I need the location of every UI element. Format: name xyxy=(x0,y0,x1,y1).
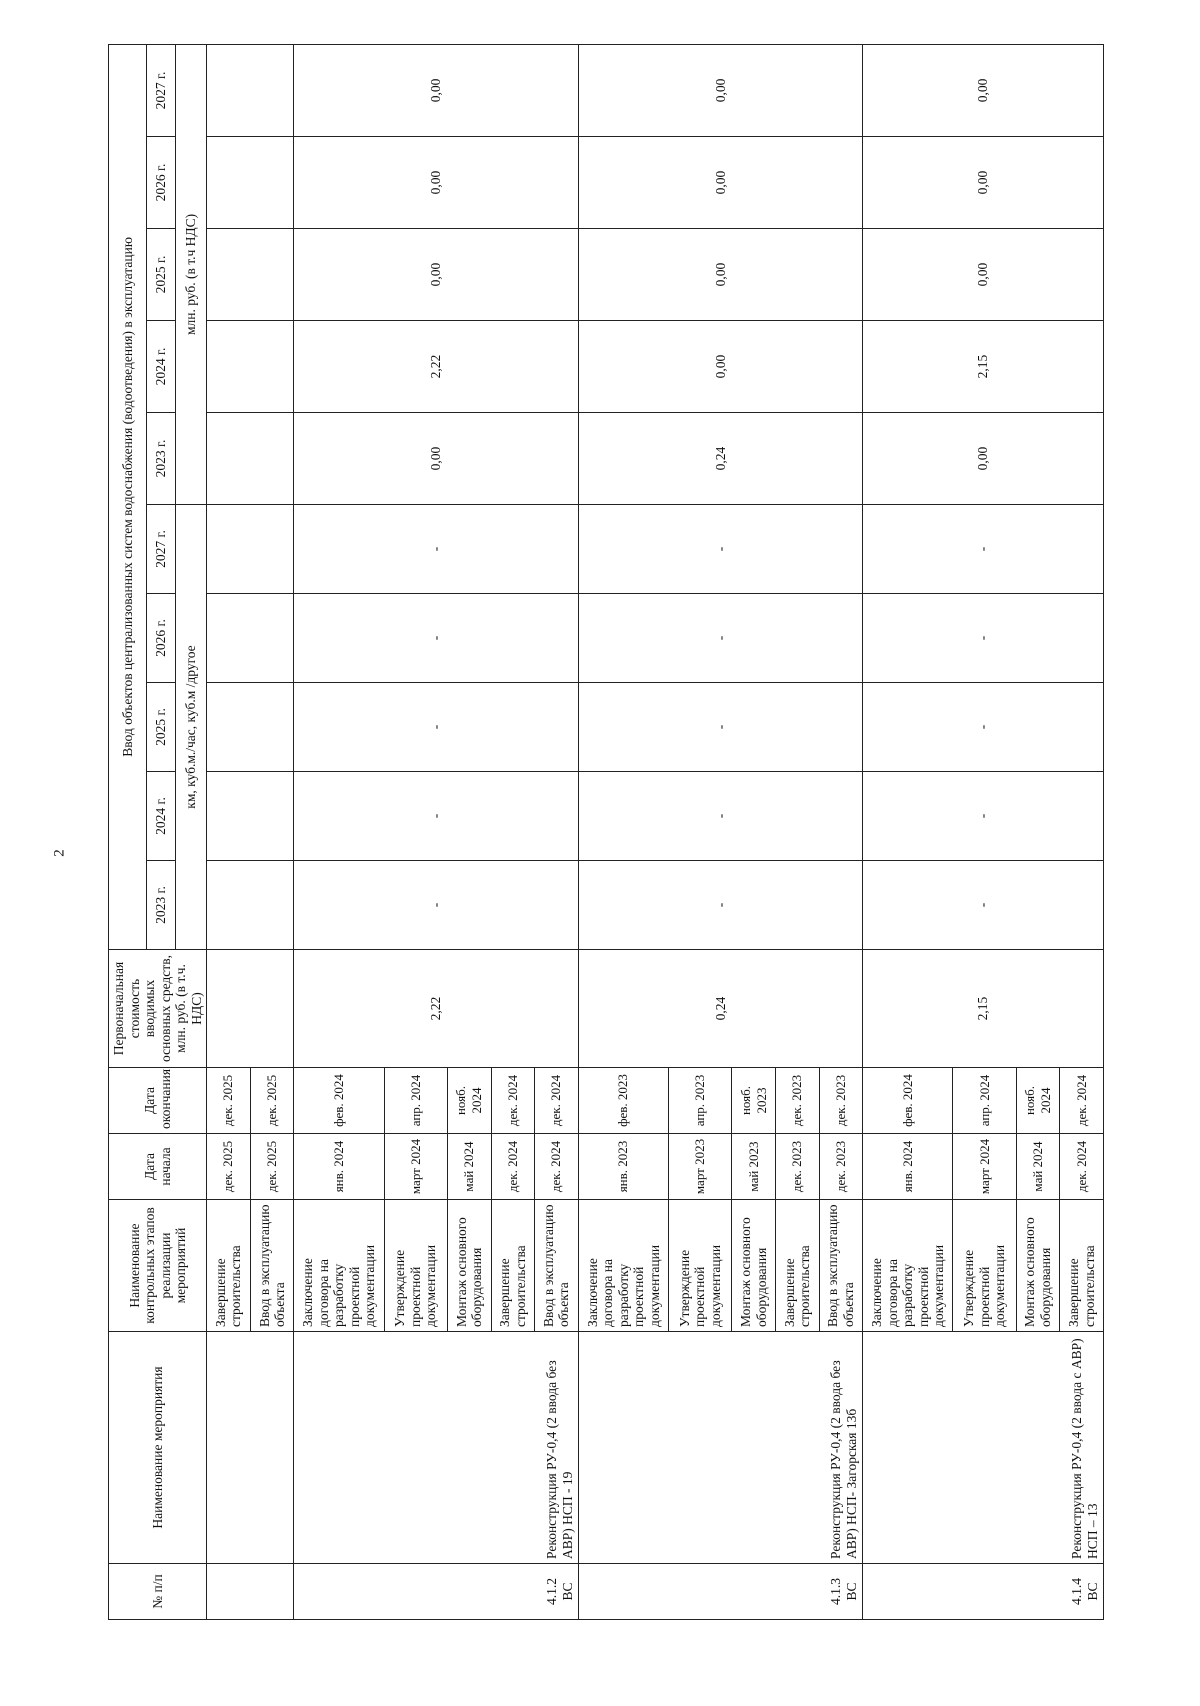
stage-end: нояб. 2023 xyxy=(732,1068,776,1134)
item-cost: 0,24 xyxy=(578,950,862,1068)
stage-name: Ввод в эксплуатацию объекта xyxy=(819,1200,863,1332)
stage-start: дек. 2025 xyxy=(207,1134,251,1200)
stage-start: май 2023 xyxy=(732,1134,776,1200)
stage-start: дек. 2024 xyxy=(491,1134,535,1200)
unit-capacity: км, куб.м./час, куб.м /другое xyxy=(175,505,206,950)
stage-name: Монтаж основного оборудования xyxy=(732,1200,776,1332)
table-row xyxy=(578,44,668,1619)
capacity-2026: - xyxy=(294,594,578,683)
table-row xyxy=(207,44,251,1619)
stage-name: Монтаж основного оборудования xyxy=(1016,1200,1060,1332)
year-money-2027: 2027 г. xyxy=(146,44,175,136)
stage-end: дек. 2025 xyxy=(250,1068,294,1134)
rotated-table-sheet xyxy=(108,58,1100,1620)
capacity-2025: - xyxy=(863,683,1104,772)
capacity-2024: - xyxy=(578,772,862,861)
carryover-cost xyxy=(207,950,294,1068)
money-2026: 0,00 xyxy=(294,137,578,229)
stage-end: дек. 2024 xyxy=(535,1068,579,1134)
capacity-2027: - xyxy=(863,505,1104,594)
item-name: Реконструкция РУ-0,4 (2 ввода без АВР) НСП- Загорская 13б xyxy=(578,1332,862,1564)
stage-name: Утверждение проектной документации xyxy=(668,1200,731,1332)
stage-name: Завершение строительства xyxy=(207,1200,251,1332)
capacity-2027: - xyxy=(294,505,578,594)
money-2023: 0,00 xyxy=(294,413,578,505)
stage-end: фев. 2023 xyxy=(578,1068,668,1134)
stage-start: дек. 2024 xyxy=(1060,1134,1104,1200)
stage-name: Утверждение проектной документации xyxy=(953,1200,1016,1332)
item-no: 4.1.4 ВС xyxy=(863,1564,1104,1620)
table-row xyxy=(294,44,384,1619)
money-2023: 0,00 xyxy=(863,413,1104,505)
money-2024: 2,22 xyxy=(294,321,578,413)
stage-name: Заключение договора на разработку проектной документации xyxy=(294,1200,384,1332)
money-2024: 2,15 xyxy=(863,321,1104,413)
year-capacity-2024: 2024 г. xyxy=(146,772,175,861)
stage-start: март 2024 xyxy=(953,1134,1016,1200)
stage-start: янв. 2024 xyxy=(294,1134,384,1200)
year-capacity-2026: 2026 г. xyxy=(146,594,175,683)
item-no: 4.1.3 ВС xyxy=(578,1564,862,1620)
header-end: Дата окончания xyxy=(109,1068,207,1134)
money-2027: 0,00 xyxy=(578,44,862,136)
stage-name: Завершение строительства xyxy=(491,1200,535,1332)
year-money-2024: 2024 г. xyxy=(146,321,175,413)
capacity-2025: - xyxy=(578,683,862,772)
stage-end: апр. 2024 xyxy=(953,1068,1016,1134)
capacity-2026: - xyxy=(578,594,862,683)
header-stages: Наименование контрольных этапов реализации мероприятий xyxy=(109,1200,207,1332)
item-cost: 2,15 xyxy=(863,950,1104,1068)
money-2027: 0,00 xyxy=(863,44,1104,136)
stage-name: Заключение договора на разработку проектной документации xyxy=(578,1200,668,1332)
capacity-2025: - xyxy=(294,683,578,772)
stage-name: Утверждение проектной документации xyxy=(384,1200,447,1332)
stage-name: Завершение строительства xyxy=(775,1200,819,1332)
stage-name: Ввод в эксплуатацию объекта xyxy=(250,1200,294,1332)
header-name: Наименование мероприятия xyxy=(109,1332,207,1564)
capacity-2023: - xyxy=(294,861,578,950)
header-start: Дата начала xyxy=(109,1134,207,1200)
item-name: Реконструкция РУ-0,4 (2 ввода с АВР) НСП – 13 xyxy=(863,1332,1104,1564)
capacity-2026: - xyxy=(863,594,1104,683)
stage-name: Завершение строительства xyxy=(1060,1200,1104,1332)
item-no: 4.1.2 ВС xyxy=(294,1564,578,1620)
header-no: № п/п xyxy=(109,1564,207,1620)
money-2025: 0,00 xyxy=(294,229,578,321)
money-2026: 0,00 xyxy=(578,137,862,229)
stage-end: дек. 2025 xyxy=(207,1068,251,1134)
money-2025: 0,00 xyxy=(578,229,862,321)
stage-name: Заключение договора на разработку проектной документации xyxy=(863,1200,953,1332)
capacity-2024: - xyxy=(863,772,1104,861)
stage-end: дек. 2023 xyxy=(775,1068,819,1134)
table-row xyxy=(863,44,953,1619)
stage-end: апр. 2024 xyxy=(384,1068,447,1134)
year-money-2026: 2026 г. xyxy=(146,137,175,229)
money-2027: 0,00 xyxy=(294,44,578,136)
capacity-2023: - xyxy=(863,861,1104,950)
stage-start: янв. 2024 xyxy=(863,1134,953,1200)
stage-end: дек. 2024 xyxy=(491,1068,535,1134)
stage-start: дек. 2023 xyxy=(775,1134,819,1200)
item-name: Реконструкция РУ-0,4 (2 ввода без АВР) НСП - 19 xyxy=(294,1332,578,1564)
capacity-2024: - xyxy=(294,772,578,861)
carryover-name xyxy=(207,1332,294,1564)
stage-start: март 2024 xyxy=(384,1134,447,1200)
stage-start: май 2024 xyxy=(1016,1134,1060,1200)
stage-name: Монтаж основного оборудования xyxy=(447,1200,491,1332)
year-capacity-2027: 2027 г. xyxy=(146,505,175,594)
money-2025: 0,00 xyxy=(863,229,1104,321)
stage-end: нояб. 2024 xyxy=(1016,1068,1060,1134)
year-capacity-2023: 2023 г. xyxy=(146,861,175,950)
stage-start: янв. 2023 xyxy=(578,1134,668,1200)
carryover-no xyxy=(207,1564,294,1620)
capacity-2027: - xyxy=(578,505,862,594)
unit-money: млн. руб. (в т.ч НДС) xyxy=(175,44,206,504)
stage-end: дек. 2023 xyxy=(819,1068,863,1134)
stage-start: дек. 2023 xyxy=(819,1134,863,1200)
header-commissioning: Ввод объектов централизованных систем водоснабжения (водоотведения) в эксплуатацию xyxy=(109,44,147,949)
money-2026: 0,00 xyxy=(863,137,1104,229)
year-money-2023: 2023 г. xyxy=(146,413,175,505)
stage-start: дек. 2024 xyxy=(535,1134,579,1200)
stage-end: апр. 2023 xyxy=(668,1068,731,1134)
stage-end: нояб. 2024 xyxy=(447,1068,491,1134)
year-money-2025: 2025 г. xyxy=(146,229,175,321)
money-2024: 0,00 xyxy=(578,321,862,413)
stage-start: март 2023 xyxy=(668,1134,731,1200)
stage-end: фев. 2024 xyxy=(863,1068,953,1134)
item-cost: 2,22 xyxy=(294,950,578,1068)
stage-end: фев. 2024 xyxy=(294,1068,384,1134)
stage-name: Ввод в эксплуатацию объекта xyxy=(535,1200,579,1332)
stage-start: дек. 2025 xyxy=(250,1134,294,1200)
year-capacity-2025: 2025 г. xyxy=(146,683,175,772)
page-number: 2 xyxy=(51,849,68,857)
stage-start: май 2024 xyxy=(447,1134,491,1200)
capacity-2023: - xyxy=(578,861,862,950)
stage-end: дек. 2024 xyxy=(1060,1068,1104,1134)
money-2023: 0,24 xyxy=(578,413,862,505)
header-cost: Первоначальная стоимость вводимых основных средств, млн. руб. (в т.ч. НДС) xyxy=(109,950,207,1068)
investment-program-table xyxy=(108,44,1104,1620)
